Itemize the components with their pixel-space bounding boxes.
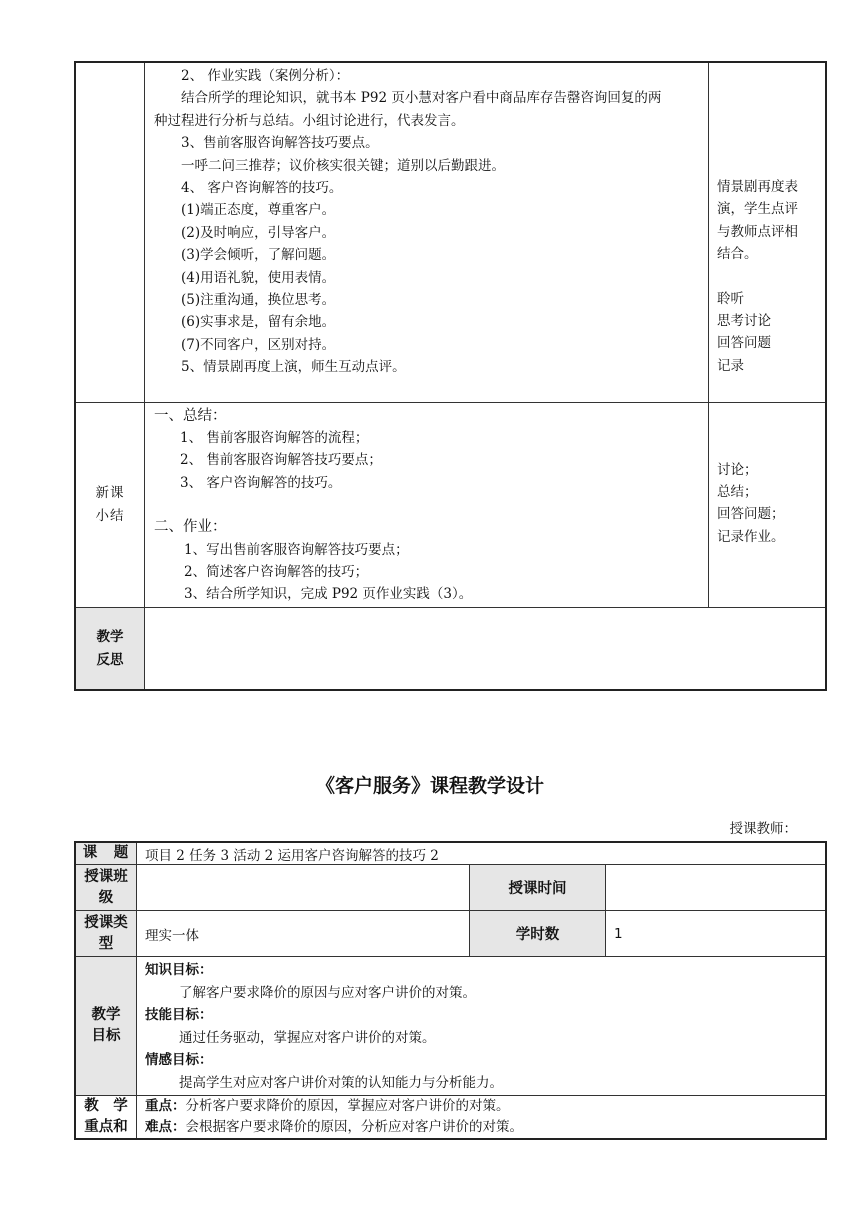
- content-line: 结合所学的理论知识，就书本 P92 页小慧对客户看中商品库存告罄咨询回复的两: [181, 90, 662, 107]
- table-row: [75, 607, 826, 690]
- empty-label-cell: [75, 62, 145, 402]
- table-row: [75, 865, 826, 911]
- content-line: 种过程进行分析与总结。小组讨论进行，代表发言。: [154, 112, 465, 129]
- table-row: [75, 62, 826, 402]
- homework-item: 3、结合所学知识，完成 P92 页作业实践（3）。: [184, 586, 473, 603]
- table-row: [75, 1095, 826, 1139]
- type-value: 理实一体: [137, 911, 470, 957]
- goals-label-line: 目标: [91, 1027, 121, 1044]
- reflection-label-line: 反思: [96, 651, 124, 668]
- page-title: 《客户服务》课程教学设计: [315, 775, 544, 797]
- class-label: [75, 865, 137, 911]
- table-row: [75, 911, 826, 957]
- goals-content: [137, 957, 827, 1096]
- knowledge-title: 知识目标：: [145, 962, 213, 978]
- key-text: 分析客户要求降价的原因，掌握应对客户讲价的对策。: [185, 1097, 510, 1114]
- class-label-line: 授课班: [84, 868, 128, 885]
- content-line: 3、售前客服咨询解答技巧要点。: [181, 135, 379, 152]
- summary-title: 一、总结：: [154, 407, 227, 424]
- summary-label-cell: [75, 402, 145, 607]
- content-line: 4、 客户咨询解答的技巧。: [181, 180, 343, 197]
- topic-value: 项目 2 任务 3 活动 2 运用客户咨询解答的技巧 2: [137, 842, 827, 865]
- summary-label-line: 新课: [95, 485, 125, 502]
- content-line: (3)学会倾听，了解问题。: [181, 247, 336, 264]
- activity-line: 记录: [717, 357, 744, 374]
- homework-title: 二、作业：: [154, 519, 227, 536]
- key-title: 重点：: [145, 1097, 186, 1114]
- time-value: [606, 865, 827, 911]
- summary-label-line: 小结: [95, 507, 125, 524]
- homework-item: 2、简述客户咨询解答的技巧；: [184, 563, 369, 580]
- goals-label-line: 教学: [91, 1006, 121, 1023]
- table-row: [75, 842, 826, 865]
- activity-line: 回答问题；: [717, 506, 785, 523]
- activity-cell: [709, 62, 827, 402]
- content-line: 5、情景剧再度上演，师生互动点评。: [181, 359, 406, 376]
- key-label: [75, 1095, 137, 1139]
- activity-line: 回答问题: [717, 335, 771, 352]
- time-label: 授课时间: [470, 865, 606, 911]
- content-line: (4)用语礼貌，使用表情。: [181, 269, 336, 286]
- emotion-title: 情感目标：: [145, 1052, 213, 1069]
- summary-item: 2、 售前客服咨询解答技巧要点；: [180, 452, 382, 469]
- skill-title: 技能目标：: [145, 1007, 213, 1024]
- difficulty-text: 会根据客户要求降价的原因，分析应对客户讲价的对策。: [185, 1118, 523, 1135]
- activity-line: 聆听: [717, 290, 744, 307]
- activity-line: 总结；: [717, 483, 758, 500]
- content-line: (1)端正态度，尊重客户。: [181, 202, 336, 219]
- activity-line: 记录作业。: [717, 528, 785, 545]
- lesson-process-table: [74, 61, 827, 691]
- activity-line: 与教师点评相: [717, 223, 798, 240]
- summary-item: 3、 客户咨询解答的技巧。: [180, 474, 342, 491]
- goals-label: [75, 957, 137, 1096]
- activity-line: 讨论；: [717, 461, 758, 478]
- practice-content-cell: [145, 62, 709, 402]
- teacher-label: 授课教师：: [729, 821, 797, 837]
- content-line: (2)及时响应，引导客户。: [181, 224, 336, 241]
- table-row: [75, 402, 826, 607]
- difficulty-title: 难点：: [145, 1118, 186, 1135]
- activity-line: [717, 266, 825, 288]
- type-label-line: 型: [98, 935, 114, 952]
- key-content: [137, 1095, 827, 1139]
- skill-text: 通过任务驱动，掌握应对客户讲价的对策。: [179, 1029, 436, 1046]
- activity-line: 结合。: [717, 246, 758, 263]
- reflection-label-line: 教学: [96, 629, 124, 646]
- content-line: (5)注重沟通，换位思考。: [181, 292, 336, 309]
- content-line: 一呼二问三推荐；议价核实很关键；道别以后勤跟进。: [181, 157, 505, 174]
- reflection-label-cell: [75, 607, 145, 690]
- summary-item: 1、 售前客服咨询解答的流程；: [180, 429, 369, 446]
- activity-line: 思考讨论: [717, 313, 771, 330]
- activity-line: 演，学生点评: [717, 201, 798, 218]
- knowledge-text: 了解客户要求降价的原因与应对客户讲价的对策。: [179, 984, 476, 1001]
- emotion-text: 提高学生对应对客户讲价对策的认知能力与分析能力。: [179, 1074, 503, 1091]
- table-row: [75, 957, 826, 1096]
- hours-value: 1: [606, 911, 827, 957]
- reflection-content-cell: [145, 607, 827, 690]
- homework-item: 1、写出售前客服咨询解答技巧要点；: [184, 541, 409, 558]
- topic-label: 课 题: [75, 842, 137, 865]
- summary-activity-cell: [709, 402, 827, 607]
- key-label-line: 教 学: [84, 1097, 128, 1114]
- activity-line: 情景剧再度表: [717, 179, 798, 195]
- content-line: 2、 作业实践（案例分析）：: [181, 68, 350, 84]
- class-value: [137, 865, 470, 911]
- class-label-line: 级: [98, 889, 114, 906]
- key-label-line: 重点和: [84, 1118, 128, 1135]
- type-label: [75, 911, 137, 957]
- type-label-line: 授课类: [84, 914, 128, 931]
- course-design-table: [74, 841, 827, 1140]
- summary-content-cell: [145, 402, 709, 607]
- content-line: (6)实事求是，留有余地。: [181, 314, 336, 331]
- hours-label: 学时数: [470, 911, 606, 957]
- content-line: (7)不同客户，区别对持。: [181, 336, 336, 353]
